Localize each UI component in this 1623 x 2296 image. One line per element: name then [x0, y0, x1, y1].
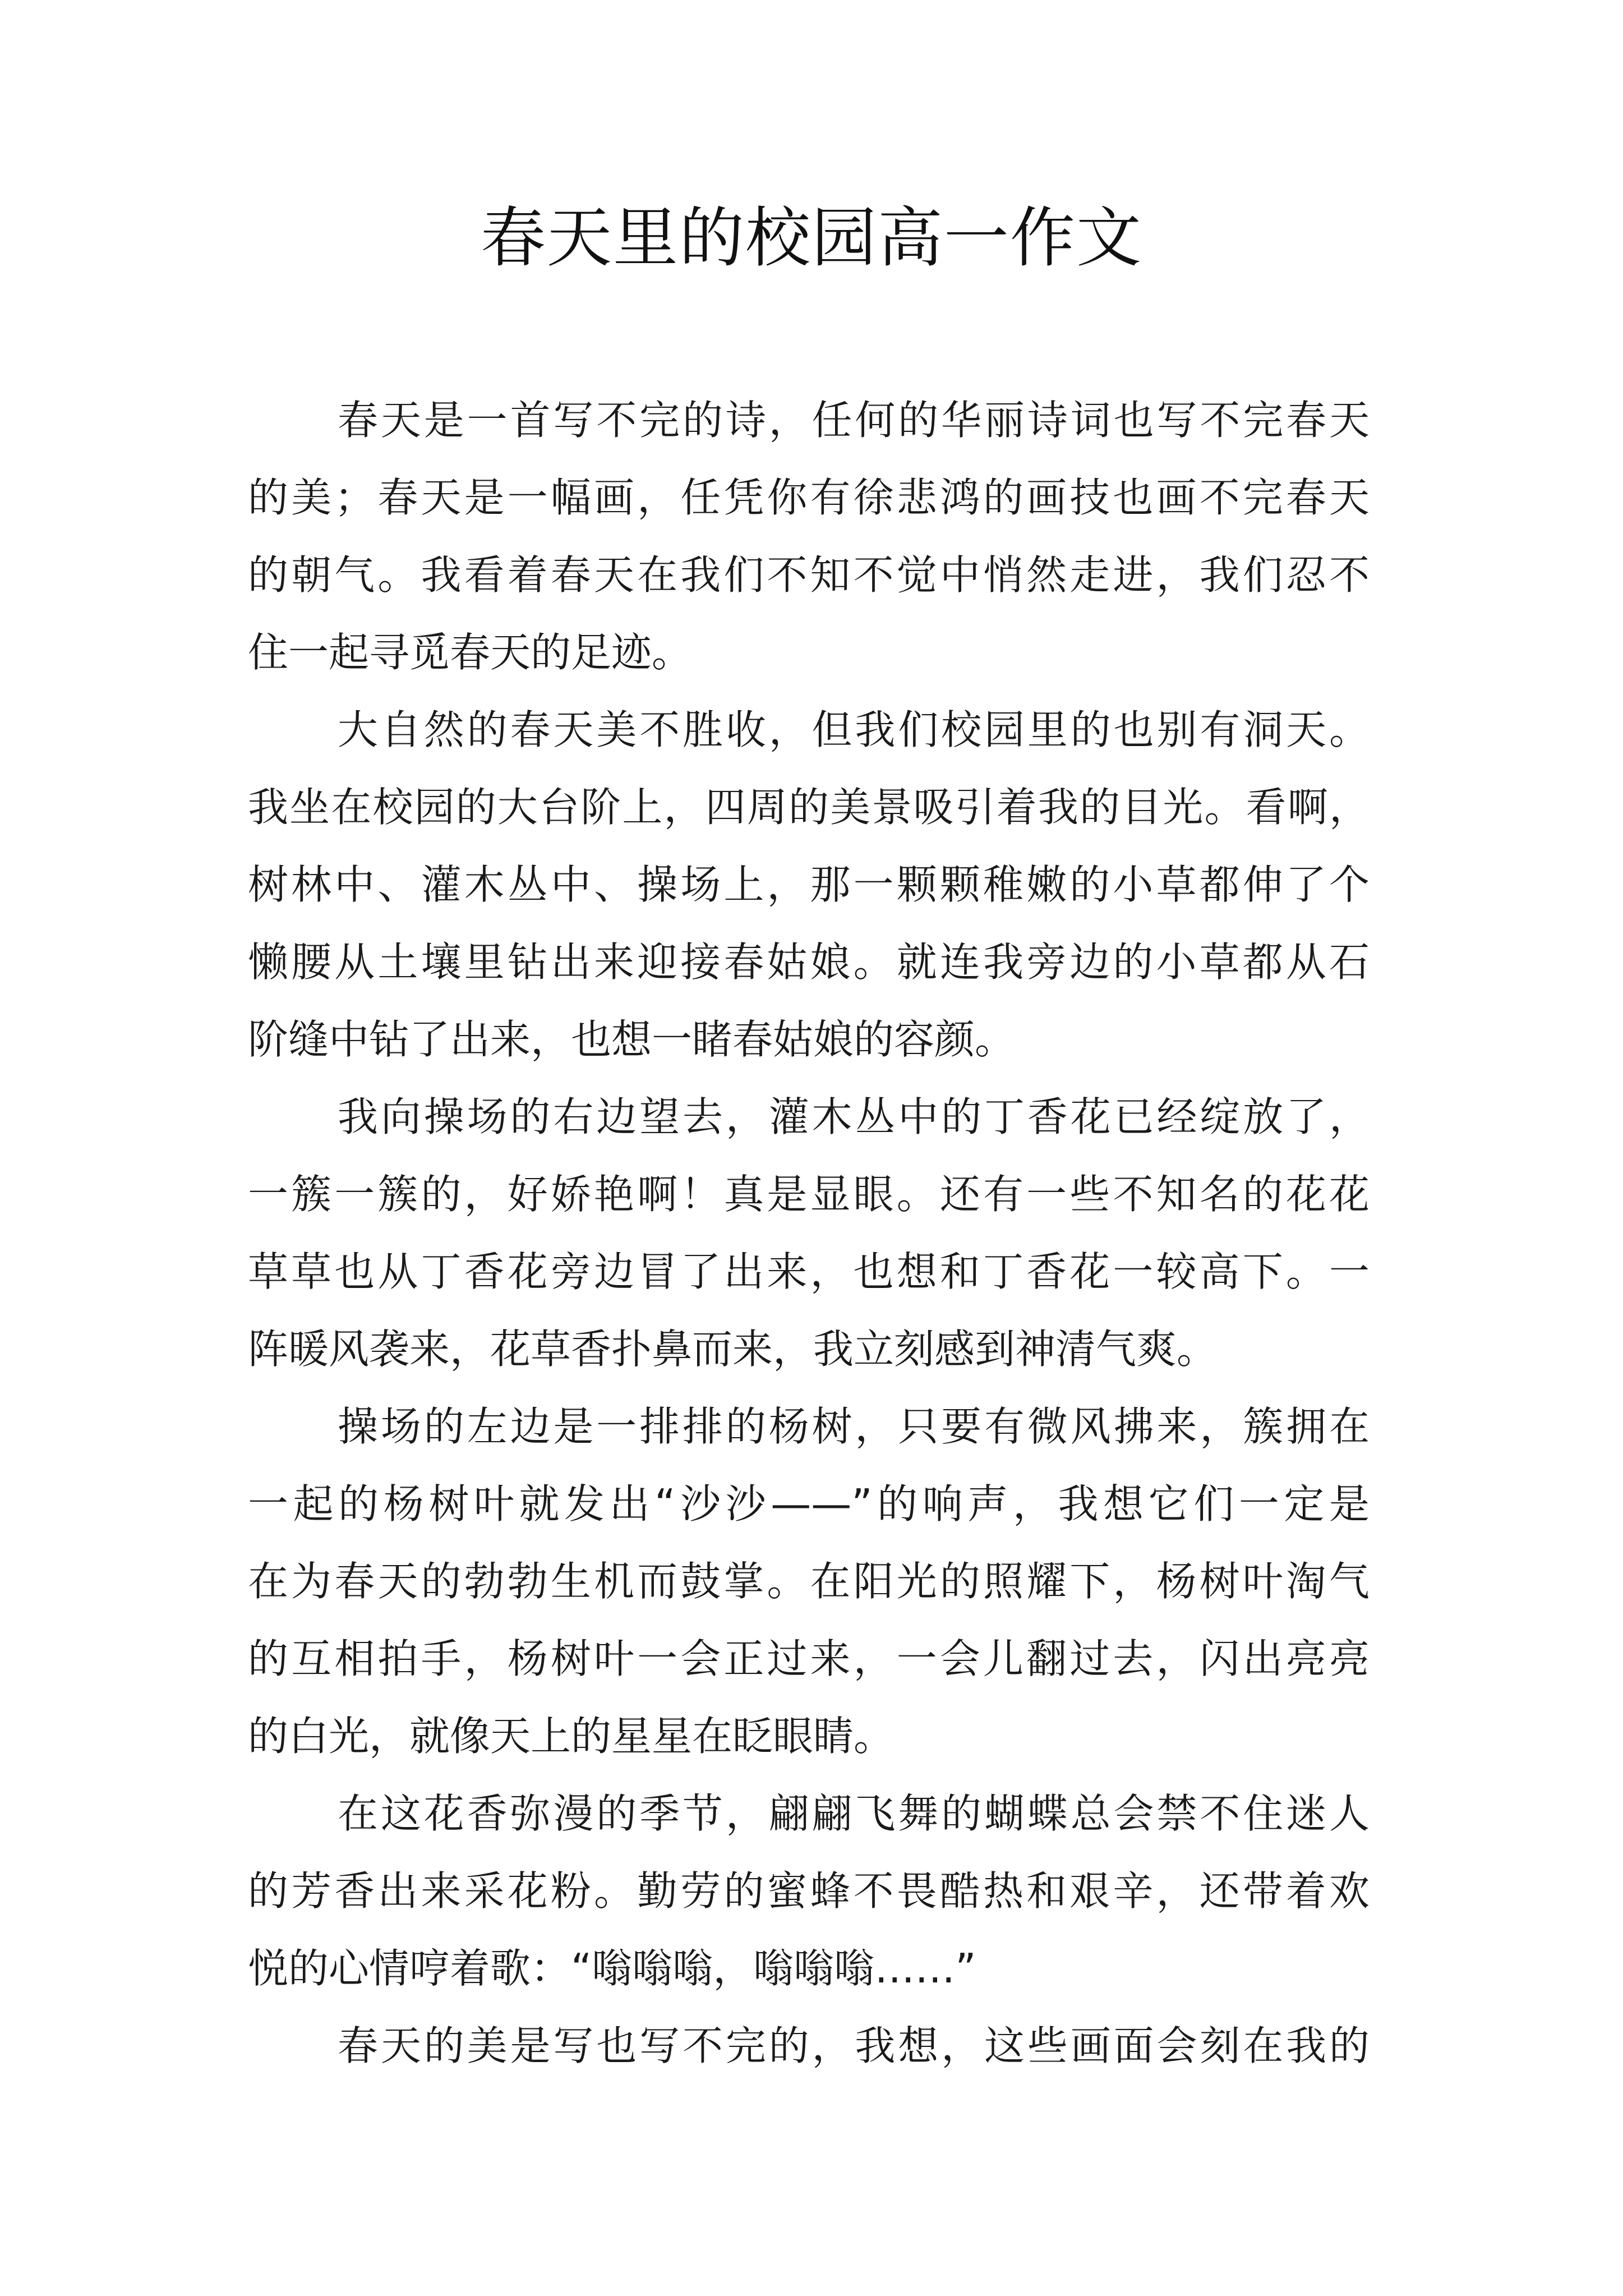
- text-line: 草草也从丁香花旁边冒了出来，也想和丁香花一较高下。一: [248, 1248, 1370, 1295]
- text-line: 我向操场的右边望去，灌木丛中的丁香花已经绽放了，: [338, 1093, 1370, 1140]
- text-line: 阶缝中钻了出来，也想一睹春姑娘的容颜。: [248, 1016, 1016, 1063]
- text-line: 一起的杨树叶就发出“沙沙——”的响声，我想它们一定是: [248, 1480, 1370, 1527]
- text-line: 懒腰从土壤里钻出来迎接春姑娘。就连我旁边的小草都从石: [248, 938, 1370, 986]
- text-line: 春天的美是写也写不完的，我想，这些画面会刻在我的: [338, 2022, 1370, 2069]
- text-line: 的互相拍手，杨树叶一会正过来，一会儿翻过去，闪出亮亮: [248, 1635, 1370, 1682]
- text-line: 阵暖风袭来，花草香扑鼻而来，我立刻感到神清气爽。: [248, 1326, 1218, 1373]
- document-body: [248, 381, 1370, 2085]
- text-line: 的朝气。我看着春天在我们不知不觉中悄然走进，我们忍不: [248, 551, 1370, 599]
- document-title: 春天里的校园高一作文: [481, 200, 1142, 276]
- text-line: 的美；春天是一幅画，任凭你有徐悲鸿的画技也画不完春天: [248, 474, 1370, 521]
- text-line: 一簇一簇的，好娇艳啊！真是显眼。还有一些不知名的花花: [248, 1171, 1370, 1218]
- text-line: 操场的左边是一排排的杨树，只要有微风拂来，簇拥在: [338, 1403, 1370, 1450]
- text-line: 的白光，就像天上的星星在眨眼睛。: [248, 1713, 895, 1760]
- text-line: 春天是一首写不完的诗，任何的华丽诗词也写不完春天: [338, 397, 1370, 444]
- text-line: 在这花香弥漫的季节，翩翩飞舞的蝴蝶总会禁不住迷人: [338, 1790, 1370, 1837]
- text-line: 树林中、灌木丛中、操场上，那一颗颗稚嫩的小草都伸了个: [248, 861, 1370, 908]
- text-line: 我坐在校园的大台阶上，四周的美景吸引着我的目光。看啊，: [248, 784, 1370, 831]
- text-line: 大自然的春天美不胜收，但我们校园里的也别有洞天。: [338, 706, 1370, 753]
- text-line: 在为春天的勃勃生机而鼓掌。在阳光的照耀下，杨树叶淘气: [248, 1558, 1370, 1605]
- text-line: 悦的心情哼着歌：“嗡嗡嗡，嗡嗡嗡……”: [248, 1945, 976, 1992]
- text-line: 住一起寻觅春天的足迹。: [248, 629, 693, 676]
- text-line: 的芳香出来采花粉。勤劳的蜜蜂不畏酷热和艰辛，还带着欢: [248, 1867, 1370, 1915]
